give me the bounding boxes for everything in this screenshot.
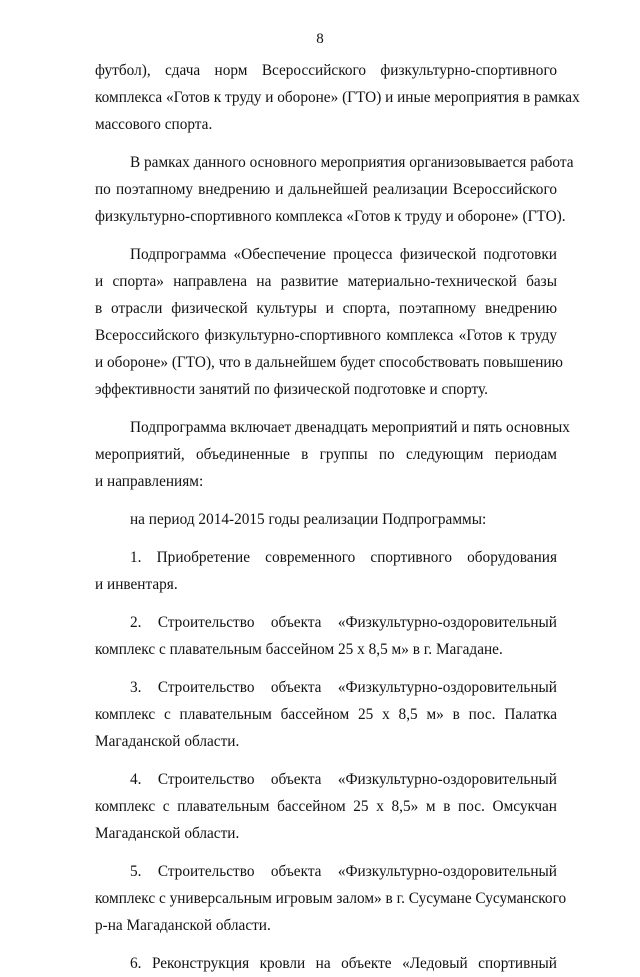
list-item-line: 5. Строительство объекта «Физкультурно-оздоровительный [130,863,557,880]
list-item-line: 6. Реконструкция кровли на объекте «Ледовый спортивный [130,955,557,972]
list-item-line: 2. Строительство объекта «Физкультурно-оздоровительный [130,614,557,631]
list-item-line: р-на Магаданской области. [95,917,271,934]
page-number: 8 [316,31,324,47]
body-text [95,57,580,977]
list-item-line: 4. Строительство объекта «Физкультурно-оздоровительный [130,771,557,788]
text-line: Подпрограмма «Обеспечение процесса физической подготовки [130,246,557,263]
text-line: мероприятий, объединенные в группы по следующим периодам [95,446,557,463]
text-line: и спорта» направлена на развитие материально-технической базы [95,273,557,290]
text-line: футбол), сдача норм Всероссийского физкультурно-спортивного [95,62,557,79]
text-line: массового спорта. [95,116,213,133]
list-item-line: Магаданской области. [95,825,240,842]
list-item-line: комплекс с плавательным бассейном 25 х 8,5» м в пос. Омсукчан [95,798,557,815]
text-line: и направлениям: [95,473,204,490]
text-line: Всероссийского физкультурно-спортивного комплекса «Готов к труду [95,327,557,344]
text-line: в отрасли физической культуры и спорта, поэтапному внедрению [95,300,557,317]
list-item-line: комплекс с плавательным бассейном 25 х 8,5 м» в пос. Палатка [95,706,557,723]
list-item-line: комплекс с плавательным бассейном 25 х 8,5 м» в г. Магадане. [95,641,503,658]
text-line: физкультурно-спортивного комплекса «Готов к труду и обороне» (ГТО). [95,208,566,225]
text-line: В рамках данного основного мероприятия организовывается работа [130,154,574,171]
text-line: и обороне» (ГТО), что в дальнейшем будет способствовать повышению [95,354,563,371]
list-item-line: Магаданской области. [95,733,240,750]
text-line: эффективности занятий по физической подготовке и спорту. [95,381,488,398]
list-item-line: 1. Приобретение современного спортивного оборудования [130,549,557,566]
text-line: Подпрограмма включает двенадцать мероприятий и пять основных [130,419,570,436]
text-line: на период 2014-2015 годы реализации Подпрограммы: [130,511,487,528]
list-item-line: комплекс с универсальным игровым залом» в г. Сусумане Сусуманского [95,890,567,907]
text-line: комплекса «Готов к труду и обороне» (ГТО) и иные мероприятия в рамках [95,89,580,106]
list-item-line: 3. Строительство объекта «Физкультурно-оздоровительный [130,679,557,696]
text-line: по поэтапному внедрению и дальнейшей реализации Всероссийского [95,181,557,198]
list-item-line: и инвентаря. [95,576,178,593]
